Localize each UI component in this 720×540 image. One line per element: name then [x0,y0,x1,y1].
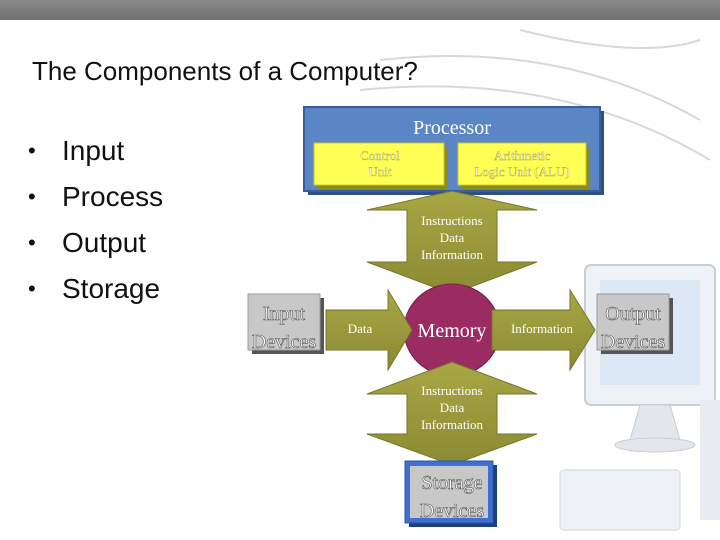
bullet-item: • Storage [26,266,163,312]
alu-label-line2: Logic Unit (ALU) [474,164,570,179]
control-unit-label-line1: Control [360,148,400,163]
upper-arrow-text-line3: Information [420,247,484,262]
output-information-arrow [492,290,595,370]
input-devices-label-line2: Devices [251,331,317,353]
output-devices-box [597,294,673,354]
input-data-arrow [326,290,412,370]
processor-memory-arrow [367,191,537,294]
control-unit-box [314,143,448,189]
data-arrow-label: Data [347,321,373,336]
output-devices-label-line1: Output [605,303,661,325]
lower-arrow-text-line2: Data [439,400,465,415]
control-unit-label-line2: Unit [368,164,392,179]
storage-devices-label-line1: Storage [421,472,483,494]
alu-box [458,143,590,189]
lower-arrow-text-line1: Instructions [421,383,483,398]
bullet-item: • Output [26,220,163,266]
processor-title: Processor [413,117,491,139]
upper-arrow-text-line1: Instructions [421,213,483,228]
information-arrow-label: Information [510,321,574,336]
output-devices-label-line2: Devices [600,331,666,353]
input-devices-box [248,294,324,354]
alu-label-line1: Arithmetic [493,148,551,163]
slide-title: The Components of a Computer? [32,56,418,86]
lower-arrow-text-line3: Information [420,417,484,432]
memory-label: Memory [417,320,487,342]
bullet-item: • Process [26,174,163,220]
storage-devices-box [405,461,497,527]
upper-arrow-text-line2: Data [439,230,465,245]
input-devices-label-line1: Input [262,303,306,325]
bullet-item: • Input [26,128,163,174]
storage-devices-label-line2: Devices [419,500,485,522]
memory-storage-arrow [367,362,537,465]
